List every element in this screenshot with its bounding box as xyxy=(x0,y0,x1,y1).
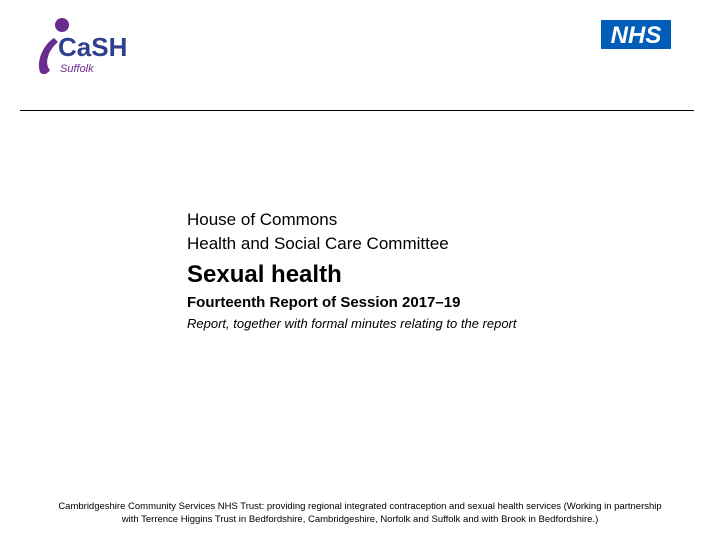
title-block xyxy=(187,208,547,332)
nhs-logo-text: NHS xyxy=(610,22,662,49)
committee-name: Health and Social Care Committee xyxy=(187,234,449,253)
logo-wordmark: CaSH xyxy=(58,32,128,62)
logo-dot xyxy=(55,18,69,32)
header-divider xyxy=(20,110,694,111)
footer-line-2: with Terrence Higgins Trust in Bedfordshire, Cambridgeshire, Norfolk and Suffolk and with Brook in Bedfordshire.) xyxy=(121,514,599,525)
logo-subtext: Suffolk xyxy=(60,63,94,75)
nhs-logo xyxy=(601,20,671,49)
report-note: Report, together with formal minutes relating to the report xyxy=(187,316,517,331)
report-title: Sexual health xyxy=(187,261,342,288)
report-session: Fourteenth Report of Session 2017–19 xyxy=(187,294,461,311)
house-name: House of Commons xyxy=(187,210,338,229)
footer-line-1: Cambridgeshire Community Services NHS Trust: providing regional integrated contraception and sexual health services (Working in partnership xyxy=(58,501,662,512)
logo-swoosh xyxy=(39,38,58,74)
footer-text xyxy=(20,500,700,526)
icash-suffolk-logo xyxy=(30,16,140,78)
